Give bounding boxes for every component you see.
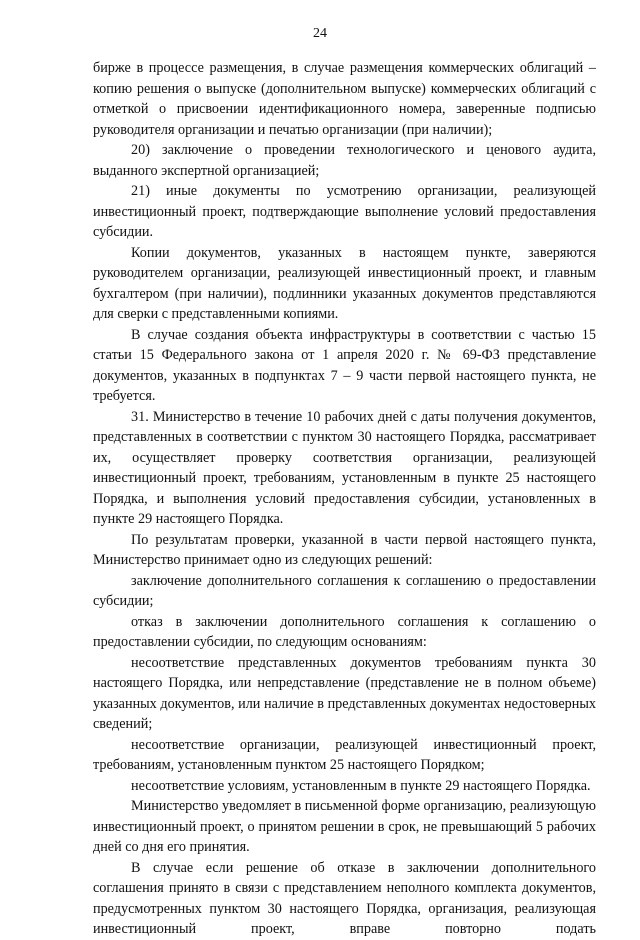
paragraph: отказ в заключении дополнительного соглашения к соглашению о предоставлении субсидии, по следующим основаниям: [93,613,596,650]
paragraph: Копии документов, указанных в настоящем пункте, заверяются руководителем организации, реализующей инвестиционный проект, и главным бухгалтером (при наличии), подлинники указанных документов представляются для сверки с представленными копиями. [93,244,596,322]
paragraph: В случае создания объекта инфраструктуры в соответствии с частью 15 статьи 15 Федерального закона от 1 апреля 2020 г. № 69-ФЗ представление документов, указанных в подпунктах 7 – 9 части первой настоящего пункта, не требуется. [93,326,596,404]
paragraph: 21) иные документы по усмотрению организации, реализующей инвестиционный проект, подтверждающие выполнение условий предоставления субсидии. [93,183,596,240]
paragraph: несоответствие представленных документов требованиям пункта 30 настоящего Порядка, или непредставление (представление не в полном объеме) указанных документов, или наличие в представленных документах недостоверных сведений; [93,654,596,732]
document-body [93,58,596,940]
paragraph: 31. Министерство в течение 10 рабочих дней с даты получения документов, представленных в соответствии с пунктом 30 настоящего Порядка, рассматривает их, осуществляет проверку соответствия организации, реализующей инвестиционный проект, требованиям, установленным в пункте 25 настоящего Порядка, и выполнения условий предоставления субсидии, установленных в пункте 29 настоящего Порядка. [93,408,596,527]
paragraph: бирже в процессе размещения, в случае размещения коммерческих облигаций – копию решения о выпуске (дополнительном выпуске) коммерческих облигаций с отметкой о присвоении идентификационного номера, заверенные подписью руководителя организации и печатью организации (при наличии); [93,60,596,138]
paragraph: несоответствие организации, реализующей инвестиционный проект, требованиям, установленным пунктом 25 настоящего Порядком; [93,736,596,773]
paragraph: В случае если решение об отказе в заключении дополнительного соглашения принято в связи с представлением неполного комплекта документов, предусмотренных пунктом 30 настоящего Порядка, организация, реализующая инвестиционный проект, вправе повторно подать [93,859,596,937]
paragraph: По результатам проверки, указанной в части первой настоящего пункта, Министерство принимает одно из следующих решений: [93,531,596,568]
paragraph: 20) заключение о проведении технологического и ценового аудита, выданного экспертной организацией; [93,142,596,179]
paragraph: Министерство уведомляет в письменной форме организацию, реализующую инвестиционный проект, о принятом решении в срок, не превышающий 5 рабочих дней со дня его принятия. [93,798,596,855]
paragraph: заключение дополнительного соглашения к соглашению о предоставлении субсидии; [93,572,596,609]
paragraph: несоответствие условиям, установленным в пункте 29 настоящего Порядка. [131,777,591,794]
page-number: 24 [313,26,327,41]
